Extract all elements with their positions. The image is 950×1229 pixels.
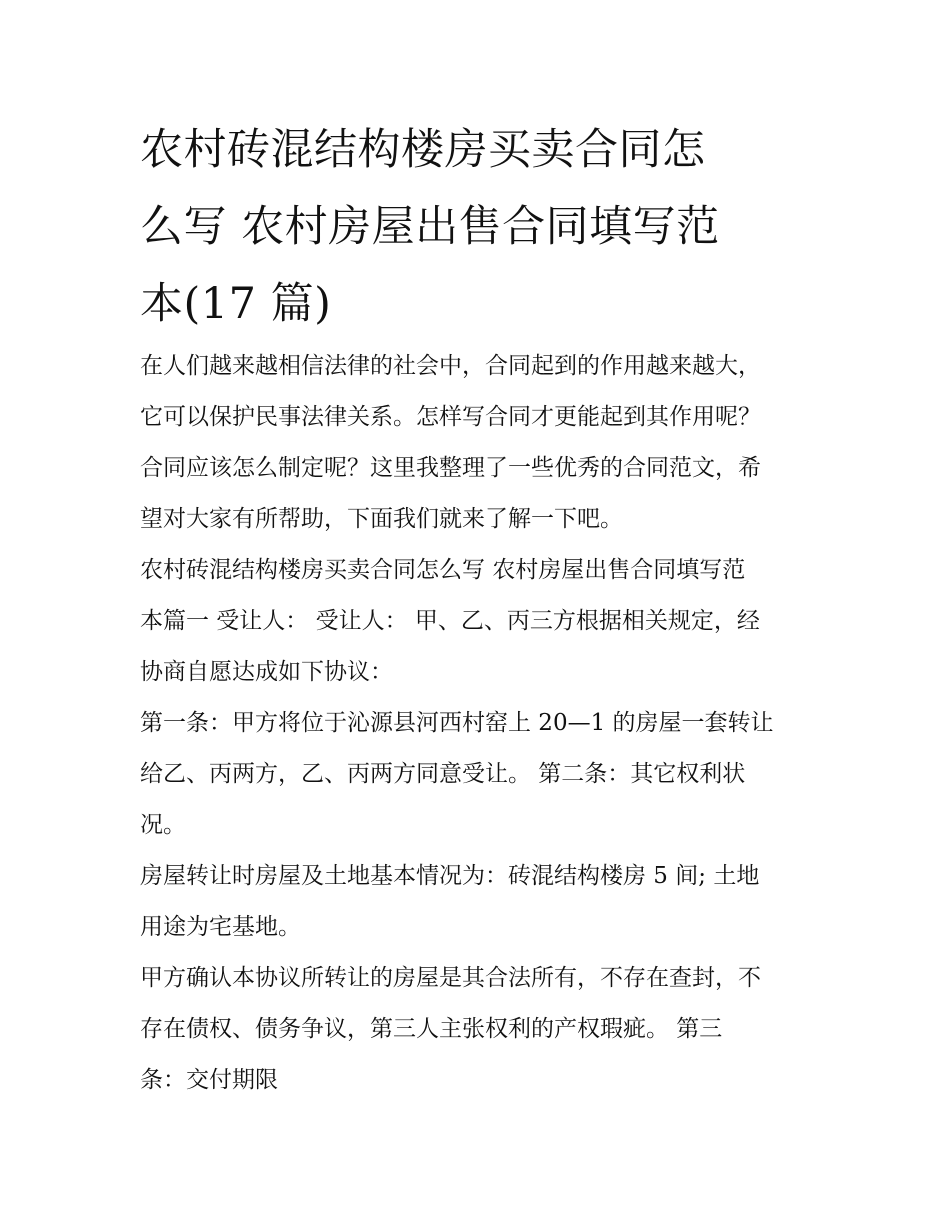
paragraph-property-status <box>140 851 812 953</box>
paragraph-line: 望对大家有所帮助，下面我们就来了解一下吧。 <box>140 506 623 532</box>
paragraph-line: 在人们越来越相信法律的社会中，合同起到的作用越来越大， <box>140 353 761 379</box>
paragraph-line: 它可以保护民事法律关系。怎样写合同才更能起到其作用呢？ <box>140 404 761 430</box>
paragraph-heading-section <box>140 545 812 698</box>
paragraph-line: 甲方确认本协议所转让的房屋是其合法所有，不存在查封，不 <box>140 965 761 991</box>
title-line-3: 本(17 篇) <box>140 279 332 329</box>
document-page <box>140 112 812 1106</box>
paragraph-ownership <box>140 953 812 1106</box>
paragraph-line: 协商自愿达成如下协议： <box>140 659 393 685</box>
paragraph-line: 给乙、丙两方，乙、丙两方同意受让。 第二条：其它权利状 <box>140 761 746 787</box>
paragraph-line: 第一条：甲方将位于沁源县河西村窑上 20—1 的房屋一套转让 <box>140 710 774 736</box>
paragraph-line: 存在债权、债务争议，第三人主张权利的产权瑕疵。 第三 <box>140 1016 723 1042</box>
paragraph-line: 况。 <box>140 812 186 838</box>
paragraph-line: 条：交付期限 <box>140 1067 278 1093</box>
title-line-2: 么写 农村房屋出售合同填写范 <box>140 202 720 252</box>
paragraph-line: 合同应该怎么制定呢？这里我整理了一些优秀的合同范文，希 <box>140 455 761 481</box>
paragraph-line: 农村砖混结构楼房买卖合同怎么写 农村房屋出售合同填写范 <box>140 557 746 583</box>
title-line-1: 农村砖混结构楼房买卖合同怎 <box>140 125 706 175</box>
document-title <box>140 112 812 343</box>
paragraph-article-1 <box>140 698 812 851</box>
paragraph-line: 房屋转让时房屋及土地基本情况为：砖混结构楼房 5 间; 土地 <box>140 863 760 889</box>
paragraph-line: 本篇一 受让人： 受让人： 甲、乙、丙三方根据相关规定，经 <box>140 608 760 634</box>
paragraph-intro <box>140 341 812 545</box>
paragraph-line: 用途为宅基地。 <box>140 914 301 940</box>
